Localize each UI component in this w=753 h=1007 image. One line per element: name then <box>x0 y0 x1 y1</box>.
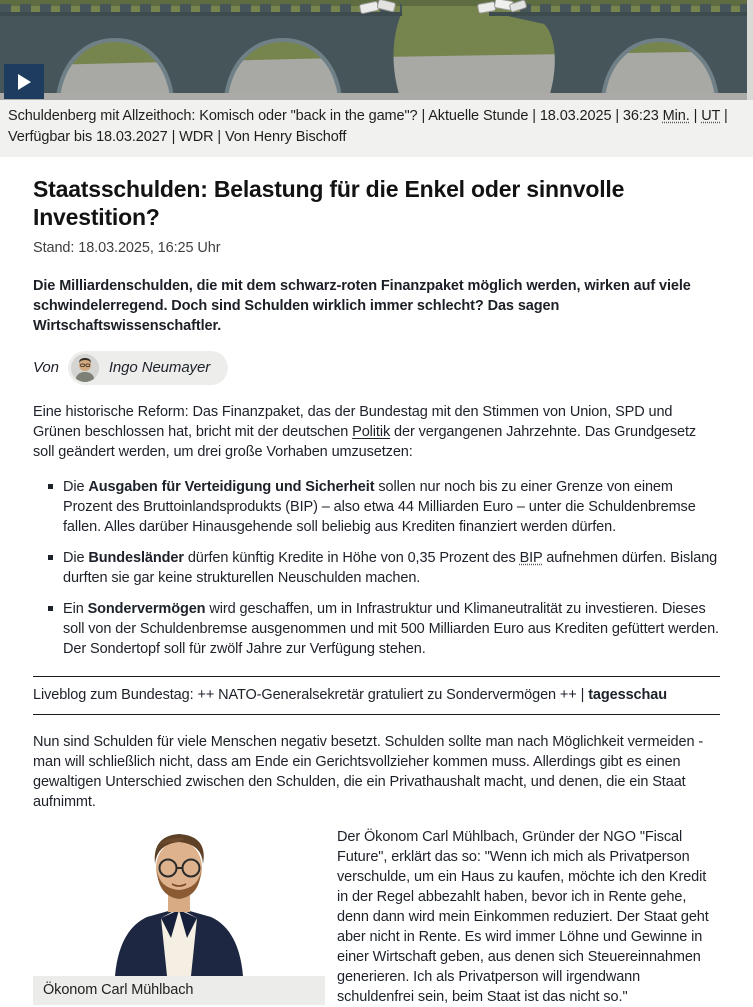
liveblog-text: Liveblog zum Bundestag: ++ NATO-Generalsekretär gratuliert zu Sondervermögen ++ | <box>33 687 589 704</box>
paragraph-schulden: Nun sind Schulden für viele Menschen negativ besetzt. Schulden sollte man nach Möglichkeit vermeiden - man will schließlich nicht, dass am Ende ein Gerichtsvollzieher kommen muss. Allerdings gibt es einen gewaltigen Unterschied zwischen den Schulden, die ein Privathaushalt macht, und denen, die ein Staat aufnimmt. <box>33 734 704 811</box>
byline-prefix: Von <box>33 358 59 376</box>
liveblog-teaser-link[interactable] <box>33 676 720 715</box>
lead-paragraph: Die Milliardenschulden, die mit dem schwarz-roten Finanzpaket möglich werden, wirken auf viele schwindelerregend. Doch sind Schulden wirklich immer schlecht? Das sagen Wirtschaftswissenschaftler. <box>33 278 691 335</box>
abbr-bip: BIP <box>519 550 543 567</box>
liveblog-source: tagesschau <box>588 687 667 704</box>
portrait-illustration <box>33 826 325 976</box>
paragraph-reform: Eine historische Reform: Das Finanzpaket, das der Bundestag mit den Stimmen von Union, SPD und Grünen beschlossen hat, bricht mit der deutschen Politik der vergangenen Jahrzehnte. Das Grundgesetz soll geändert werden, um drei große Vorhaben umzusetzen: <box>33 404 697 461</box>
play-icon <box>16 73 32 91</box>
photo-carl-muehlbach-image[interactable] <box>33 826 325 976</box>
quote-paragraph: Der Ökonom Carl Mühlbach, Gründer der NGO "Fiscal Future", erklärt das so: "Wenn ich mich als Privatperson verschulde, um ein Haus zu kaufen, möchte ich den Kredit in der Regel abbezahlt haben, bevor ich in Rente gehe, denn dann wird mein Einkommen reduziert. Der Staat geht aber nicht in Rente. Es wird immer Löhne und Gewinne in einer Wirtschaft geben, aus denen sich Steuereinnahmen generieren. Ich als Privatperson will irgendwann schuldenfrei sein, beim Staat ist das nicht so." <box>337 829 709 1006</box>
quote-section <box>33 826 720 1007</box>
key-points-list <box>33 477 720 659</box>
link-politik[interactable]: Politik <box>352 424 391 441</box>
video-caption-text-tail: | Verfügbar bis 18.03.2027 | WDR | Von Henry Bischoff <box>8 108 728 146</box>
author-avatar <box>71 354 99 382</box>
author-link[interactable] <box>68 351 228 385</box>
list-item-bundeslaender: Die Bundesländer dürfen künftig Kredite in Höhe von 0,35 Prozent des BIP aufnehmen dürfen. Bislang durften sie gar keine strukturellen Neuschulden machen. <box>33 548 720 588</box>
page-title: Staatsschulden: Belastung für die Enkel oder sinnvolle Investition? <box>33 176 625 230</box>
play-button[interactable] <box>4 64 44 99</box>
video-caption-text: Schuldenberg mit Allzeithoch: Komisch oder "back in the game"? | Aktuelle Stunde | 18.03.2025 | 36:23 <box>8 108 663 124</box>
abbr-ut: UT <box>701 108 721 124</box>
abbr-min: Min. <box>662 108 690 124</box>
video-still-bridge-illustration <box>0 0 753 100</box>
photo-carl-muehlbach <box>33 826 325 1007</box>
video-player[interactable] <box>0 0 753 100</box>
byline <box>33 351 720 385</box>
photo-caption: Ökonom Carl Mühlbach <box>33 976 325 1005</box>
video-caption: Schuldenberg mit Allzeithoch: Komisch oder "back in the game"? | Aktuelle Stunde | 18.03.2025 | 36:23 Min. | UT | Verfügbar bis 18.03.2027 | WDR | Von Henry Bischoff <box>0 100 753 157</box>
publish-date: Stand: 18.03.2025, 16:25 Uhr <box>33 240 221 257</box>
article-body <box>0 176 753 1007</box>
author-avatar-image <box>71 354 99 382</box>
list-item-sondervermoegen: Ein Sondervermögen wird geschaffen, um in Infrastruktur und Klimaneutralität zu investieren. Dieses soll von der Schuldenbremse ausgenommen und mit 500 Milliarden Euro aus Krediten gefüttert werden. Der Sondertopf soll für zwölf Jahre zur Verfügung stehen. <box>33 599 720 659</box>
list-item-verteidigung: Die Ausgaben für Verteidigung und Sicherheit sollen nur noch bis zu einer Grenze von einem Prozent des Bruttoinlandsprodukts (BIP) – also etwa 44 Milliarden Euro – unter die Schuldenbremse fallen. Alles darüber Hinausgehende soll beliebig aus Krediten finanziert werden dürfen. <box>33 477 720 537</box>
author-name: Ingo Neumayer <box>108 358 211 376</box>
